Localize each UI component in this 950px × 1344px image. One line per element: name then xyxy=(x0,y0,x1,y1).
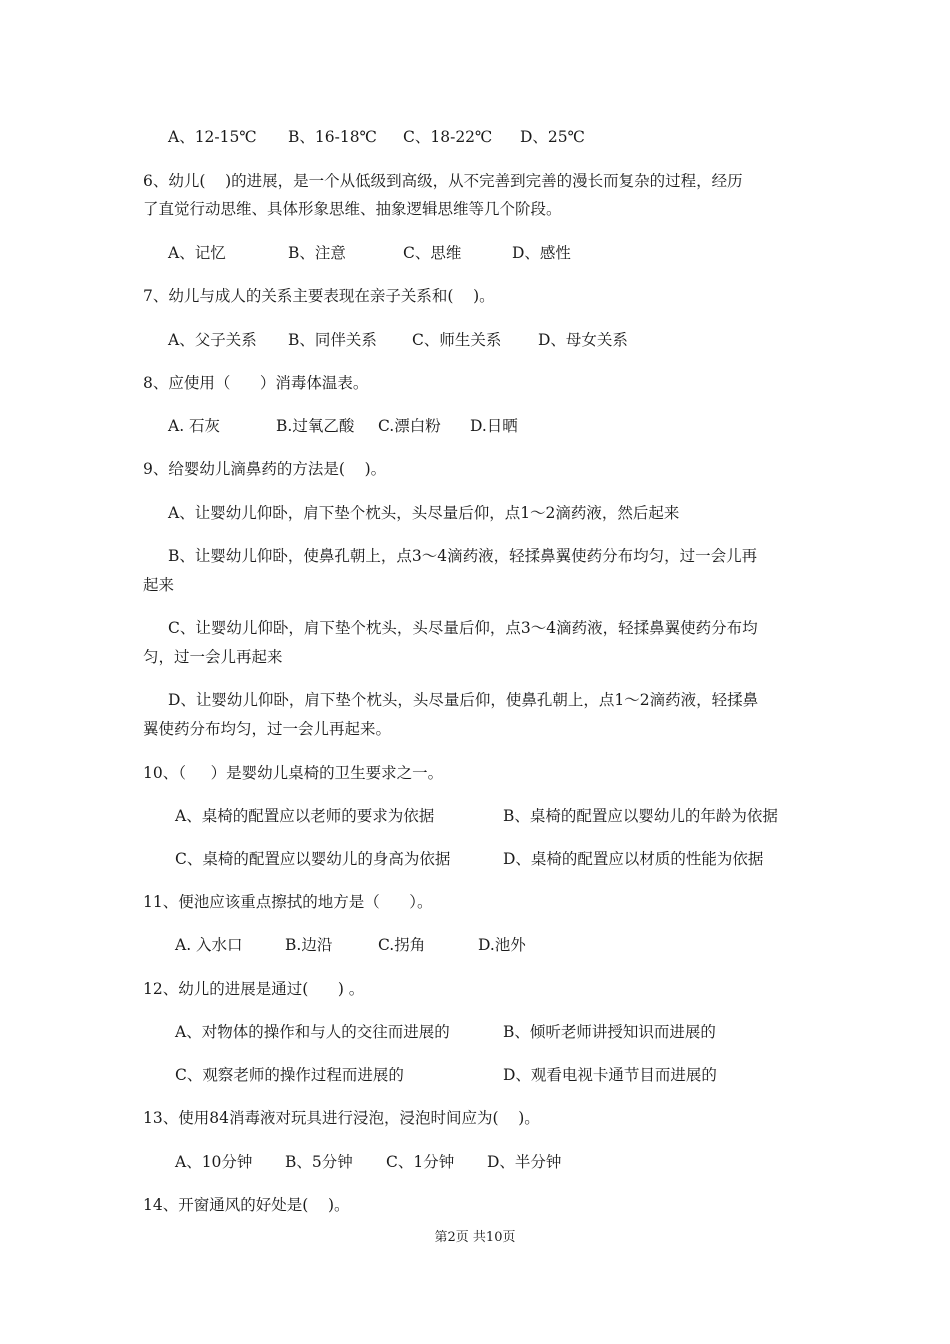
q6-stem-line1: 6、幼儿( )的进展，是一个从低级到高级，从不完善到完善的漫长而复杂的过程，经历 xyxy=(143,172,743,190)
q9-option-d-line2: 翼使药分布均匀，过一会儿再起来。 xyxy=(143,720,392,738)
q9-option-b-line2: 起来 xyxy=(143,576,175,594)
q8-stem: 8、应使用（ ）消毒体温表。 xyxy=(143,374,369,392)
q6-option-d: D、感性 xyxy=(512,244,571,262)
q8-option-a: A. 石灰 xyxy=(168,417,221,435)
q13-option-a: A、10分钟 xyxy=(175,1153,253,1171)
q7-option-a: A、父子关系 xyxy=(168,331,257,349)
q14-stem: 14、开窗通风的好处是( )。 xyxy=(143,1196,350,1214)
q6-option-b: B、注意 xyxy=(288,244,346,262)
q13-option-d: D、半分钟 xyxy=(487,1153,562,1171)
q7-option-b: B、同伴关系 xyxy=(288,331,377,349)
q13-option-b: B、5分钟 xyxy=(285,1153,353,1171)
q7-stem: 7、幼儿与成人的关系主要表现在亲子关系和( )。 xyxy=(143,287,495,305)
q12-option-c: C、观察老师的操作过程而进展的 xyxy=(175,1066,404,1084)
q13-option-c: C、1分钟 xyxy=(386,1153,455,1171)
q11-option-a: A. 入水口 xyxy=(175,936,243,954)
q6-option-c: C、思维 xyxy=(403,244,462,262)
q7-option-d: D、母女关系 xyxy=(538,331,628,349)
q9-option-b-line1: B、让婴幼儿仰卧，使鼻孔朝上，点3～4滴药液，轻揉鼻翼使药分布均匀，过一会儿再 xyxy=(168,547,758,565)
q12-option-d: D、观看电视卡通节目而进展的 xyxy=(503,1066,717,1084)
page-footer: 第2页 共10页 xyxy=(434,1230,516,1245)
q13-stem: 13、使用84消毒液对玩具进行浸泡，浸泡时间应为( )。 xyxy=(143,1109,540,1127)
q8-option-d: D.日晒 xyxy=(470,417,518,435)
q6-stem-line2: 了直觉行动思维、具体形象思维、抽象逻辑思维等几个阶段。 xyxy=(143,200,562,218)
q10-option-b: B、桌椅的配置应以婴幼儿的年龄为依据 xyxy=(503,807,778,825)
q11-option-d: D.池外 xyxy=(478,936,526,954)
q12-stem: 12、幼儿的进展是通过( ) 。 xyxy=(143,980,365,998)
q11-stem: 11、便池应该重点擦拭的地方是（ ）。 xyxy=(143,893,433,911)
q8-option-c: C.漂白粉 xyxy=(378,417,441,435)
q9-option-d-line1: D、让婴幼儿仰卧，肩下垫个枕头，头尽量后仰，使鼻孔朝上，点1～2滴药液，轻揉鼻 xyxy=(168,691,759,709)
q12-option-b: B、倾听老师讲授知识而进展的 xyxy=(503,1023,716,1041)
q5-option-b: B、16-18℃ xyxy=(288,128,377,146)
q5-option-c: C、18-22℃ xyxy=(403,128,493,146)
q9-option-c-line2: 匀，过一会儿再起来 xyxy=(143,648,283,666)
q5-option-d: D、25℃ xyxy=(520,128,585,146)
q10-stem: 10、（ ）是婴幼儿桌椅的卫生要求之一。 xyxy=(143,764,444,782)
q9-stem: 9、给婴幼儿滴鼻药的方法是( )。 xyxy=(143,460,387,478)
q12-option-a: A、对物体的操作和与人的交往而进展的 xyxy=(175,1023,450,1041)
q8-option-b: B.过氧乙酸 xyxy=(276,417,355,435)
q10-option-d: D、桌椅的配置应以材质的性能为依据 xyxy=(503,850,764,868)
q6-option-a: A、记忆 xyxy=(168,244,226,262)
q10-option-a: A、桌椅的配置应以老师的要求为依据 xyxy=(175,807,435,825)
q9-option-c-line1: C、让婴幼儿仰卧，肩下垫个枕头，头尽量后仰，点3～4滴药液，轻揉鼻翼使药分布均 xyxy=(168,619,758,637)
q7-option-c: C、师生关系 xyxy=(412,331,502,349)
q5-option-a: A、12-15℃ xyxy=(168,128,257,146)
q11-option-b: B.边沿 xyxy=(285,936,333,954)
q10-option-c: C、桌椅的配置应以婴幼儿的身高为依据 xyxy=(175,850,451,868)
q9-option-a: A、让婴幼儿仰卧，肩下垫个枕头，头尽量后仰，点1～2滴药液，然后起来 xyxy=(168,504,680,522)
q11-option-c: C.拐角 xyxy=(378,936,426,954)
